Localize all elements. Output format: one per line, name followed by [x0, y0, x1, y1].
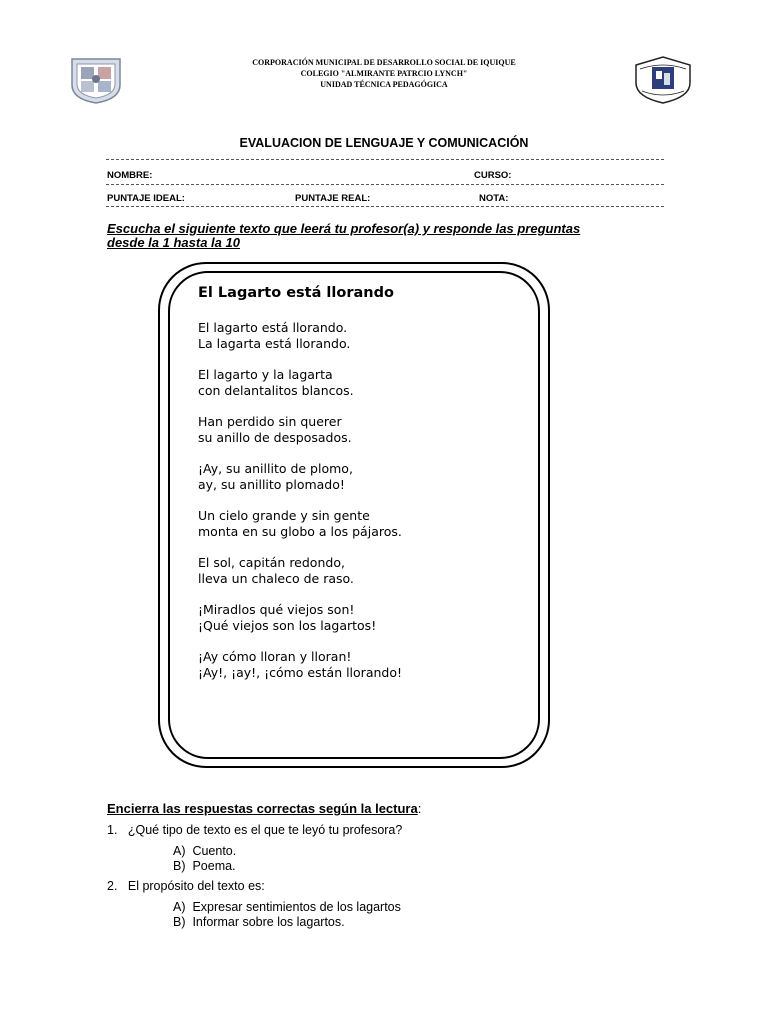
poem-verse: El sol, capitán redondo, — [198, 555, 345, 570]
poem-body — [198, 320, 538, 696]
questions-instruction — [107, 801, 421, 816]
poem-verse: su anillo de desposados. — [198, 430, 352, 445]
header-line-1: CORPORACIÓN MUNICIPAL DE DESARROLLO SOCIAL DE IQUIQUE — [252, 58, 516, 67]
header-line-3: UNIDAD TÉCNICA PEDAGÓGICA — [320, 80, 448, 89]
poem-verse: lleva un chaleco de raso. — [198, 571, 354, 586]
question-text: ¿Qué tipo de texto es el que te leyó tu profesora? — [127, 823, 403, 837]
option-letter: A) — [173, 844, 186, 858]
poem-verse: ¡Qué viejos son los lagartos! — [198, 618, 377, 633]
poem-stanza — [198, 555, 538, 587]
option-text: Cuento. — [192, 844, 237, 858]
poem-verse: ¡Ay cómo lloran y lloran! — [198, 649, 352, 664]
option-text: Informar sobre los lagartos. — [192, 914, 345, 929]
option-a[interactable] — [173, 844, 236, 859]
poem-verse: ay, su anillito plomado! — [198, 477, 345, 492]
curso-label: CURSO: — [474, 170, 512, 181]
option-text: Poema. — [192, 858, 236, 873]
poem-stanza — [198, 367, 538, 399]
option-b[interactable] — [173, 915, 401, 930]
instruction-line-2: desde la 1 hasta la 10 — [107, 235, 240, 250]
school-crest-right — [630, 55, 696, 105]
poem-stanza — [198, 320, 538, 352]
question-2-options — [173, 900, 401, 929]
poem-verse: El lagarto está llorando. — [198, 320, 348, 335]
header-line-2: COLEGIO "ALMIRANTE PATRCIO LYNCH" — [300, 69, 468, 78]
question-text: El propósito del texto es: — [127, 879, 265, 893]
question-number: 1. — [107, 823, 118, 837]
poem-verse: Un cielo grande y sin gente — [198, 508, 370, 523]
option-letter: A) — [173, 900, 186, 914]
puntaje-real-label: PUNTAJE REAL: — [295, 193, 371, 204]
poem-verse: ¡Ay!, ¡ay!, ¡cómo están llorando! — [198, 665, 402, 680]
reading-instruction — [107, 222, 663, 250]
evaluation-title: EVALUACION DE LENGUAJE Y COMUNICACIÓN — [239, 136, 529, 150]
poem-stanza — [198, 461, 538, 493]
poem-stanza — [198, 602, 538, 634]
question-2 — [107, 879, 265, 893]
question-number: 2. — [107, 879, 118, 893]
questions-instruction-colon: : — [417, 801, 422, 816]
poem-verse: ¡Miradlos qué viejos son! — [198, 602, 355, 617]
questions-instruction-text: Encierra las respuestas correctas según la lectura — [107, 801, 418, 816]
poem-stanza — [198, 508, 538, 540]
poem-title: El Lagarto está llorando — [198, 285, 394, 301]
poem-stanza — [198, 414, 538, 446]
nombre-label: NOMBRE: — [107, 170, 153, 181]
poem-verse: con delantalitos blancos. — [198, 383, 354, 398]
divider — [106, 184, 664, 185]
divider — [106, 206, 664, 207]
question-1 — [107, 823, 402, 837]
poem-verse: monta en su globo a los pájaros. — [198, 524, 402, 539]
option-letter: B) — [173, 858, 186, 873]
option-b[interactable] — [173, 859, 236, 874]
option-letter: B) — [173, 914, 186, 929]
option-a[interactable] — [173, 900, 401, 915]
poem-verse: La lagarta está llorando. — [198, 336, 351, 351]
instruction-line-1: Escucha el siguiente texto que leerá tu profesor(a) y responde las preguntas — [107, 221, 581, 236]
poem-verse: Han perdido sin querer — [198, 414, 342, 429]
poem-stanza — [198, 649, 538, 681]
question-1-options — [173, 844, 236, 873]
poem-verse: ¡Ay, su anillito de plomo, — [198, 461, 353, 476]
puntaje-ideal-label: PUNTAJE IDEAL: — [107, 193, 185, 204]
divider — [106, 159, 664, 160]
nota-label: NOTA: — [479, 193, 509, 204]
poem-verse: El lagarto y la lagarta — [198, 367, 333, 382]
option-text: Expresar sentimientos de los lagartos — [192, 900, 401, 914]
